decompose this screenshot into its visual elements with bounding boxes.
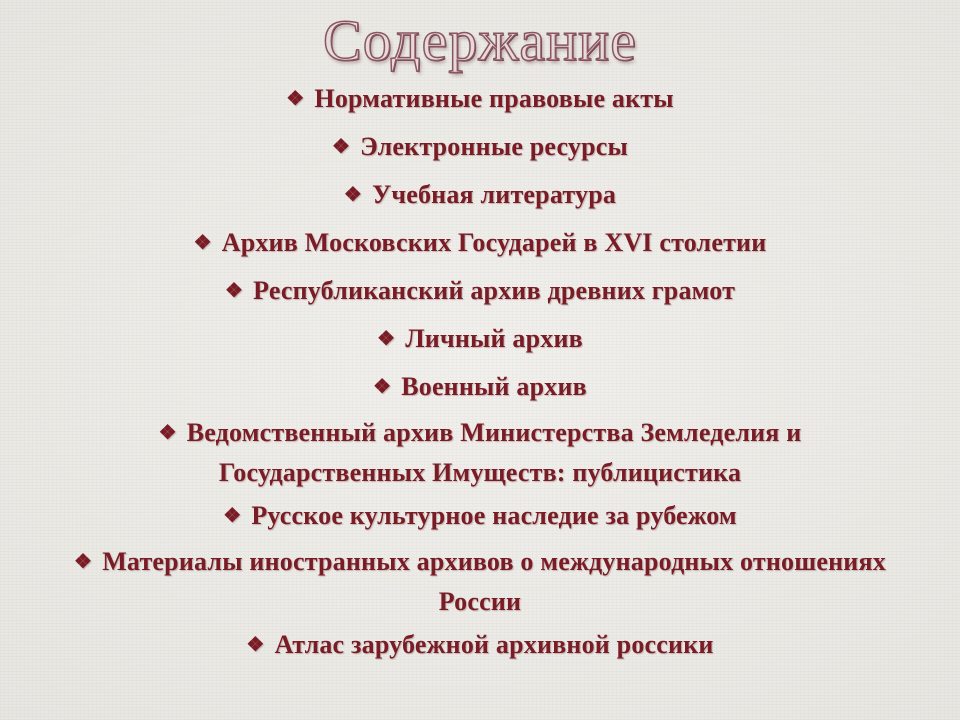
contents-item-military-archive[interactable] [60, 366, 900, 410]
contents-item-foreign-archives-materials[interactable] [60, 543, 900, 620]
diamond-bullet-icon: ❖ [373, 376, 392, 398]
contents-item-personal-archive[interactable] [60, 318, 900, 362]
contents-item-label: Архив Московских Государей в XVI столетии [221, 228, 767, 257]
slide-title: Содержание [323, 8, 637, 73]
diamond-bullet-icon: ❖ [224, 280, 244, 302]
contents-item-republican-archive[interactable] [60, 270, 900, 314]
diamond-bullet-icon: ❖ [158, 422, 177, 444]
contents-item-label: Русское культурное наследие за рубежом [251, 501, 737, 530]
contents-item-label: Личный архив [405, 324, 583, 353]
contents-item-label: Атлас зарубежной архивной россики [274, 630, 714, 659]
diamond-bullet-icon: ❖ [343, 184, 363, 206]
contents-item-label: Электронные ресурсы [360, 132, 628, 161]
contents-item-educational-literature[interactable] [60, 174, 900, 218]
contents-item-label: Материалы иностранных архивов о международных отношениях России [102, 547, 886, 616]
contents-item-label: Военный архив [401, 372, 587, 401]
contents-item-label: Ведомственный архив Министерства Земледелия и Государственных Имуществ: публицистика [186, 418, 802, 487]
diamond-bullet-icon: ❖ [377, 328, 396, 350]
contents-item-label: Учебная литература [372, 180, 617, 209]
contents-item-label: Нормативные правовые акты [314, 84, 674, 113]
contents-item-normative-acts[interactable] [60, 78, 900, 122]
contents-item-ministry-archive[interactable] [60, 414, 900, 491]
diamond-bullet-icon: ❖ [223, 505, 242, 527]
diamond-bullet-icon: ❖ [286, 88, 305, 110]
contents-item-electronic-resources[interactable] [60, 126, 900, 170]
diamond-bullet-icon: ❖ [74, 551, 93, 573]
diamond-bullet-icon: ❖ [246, 634, 265, 656]
contents-item-moscow-sovereigns-archive[interactable] [60, 222, 900, 266]
contents-list [60, 78, 900, 672]
contents-item-rossica-atlas[interactable] [60, 624, 900, 668]
contents-item-label: Республиканский архив древних грамот [253, 276, 736, 305]
diamond-bullet-icon: ❖ [193, 232, 212, 254]
contents-item-cultural-heritage-abroad[interactable] [60, 495, 900, 539]
diamond-bullet-icon: ❖ [331, 136, 351, 158]
